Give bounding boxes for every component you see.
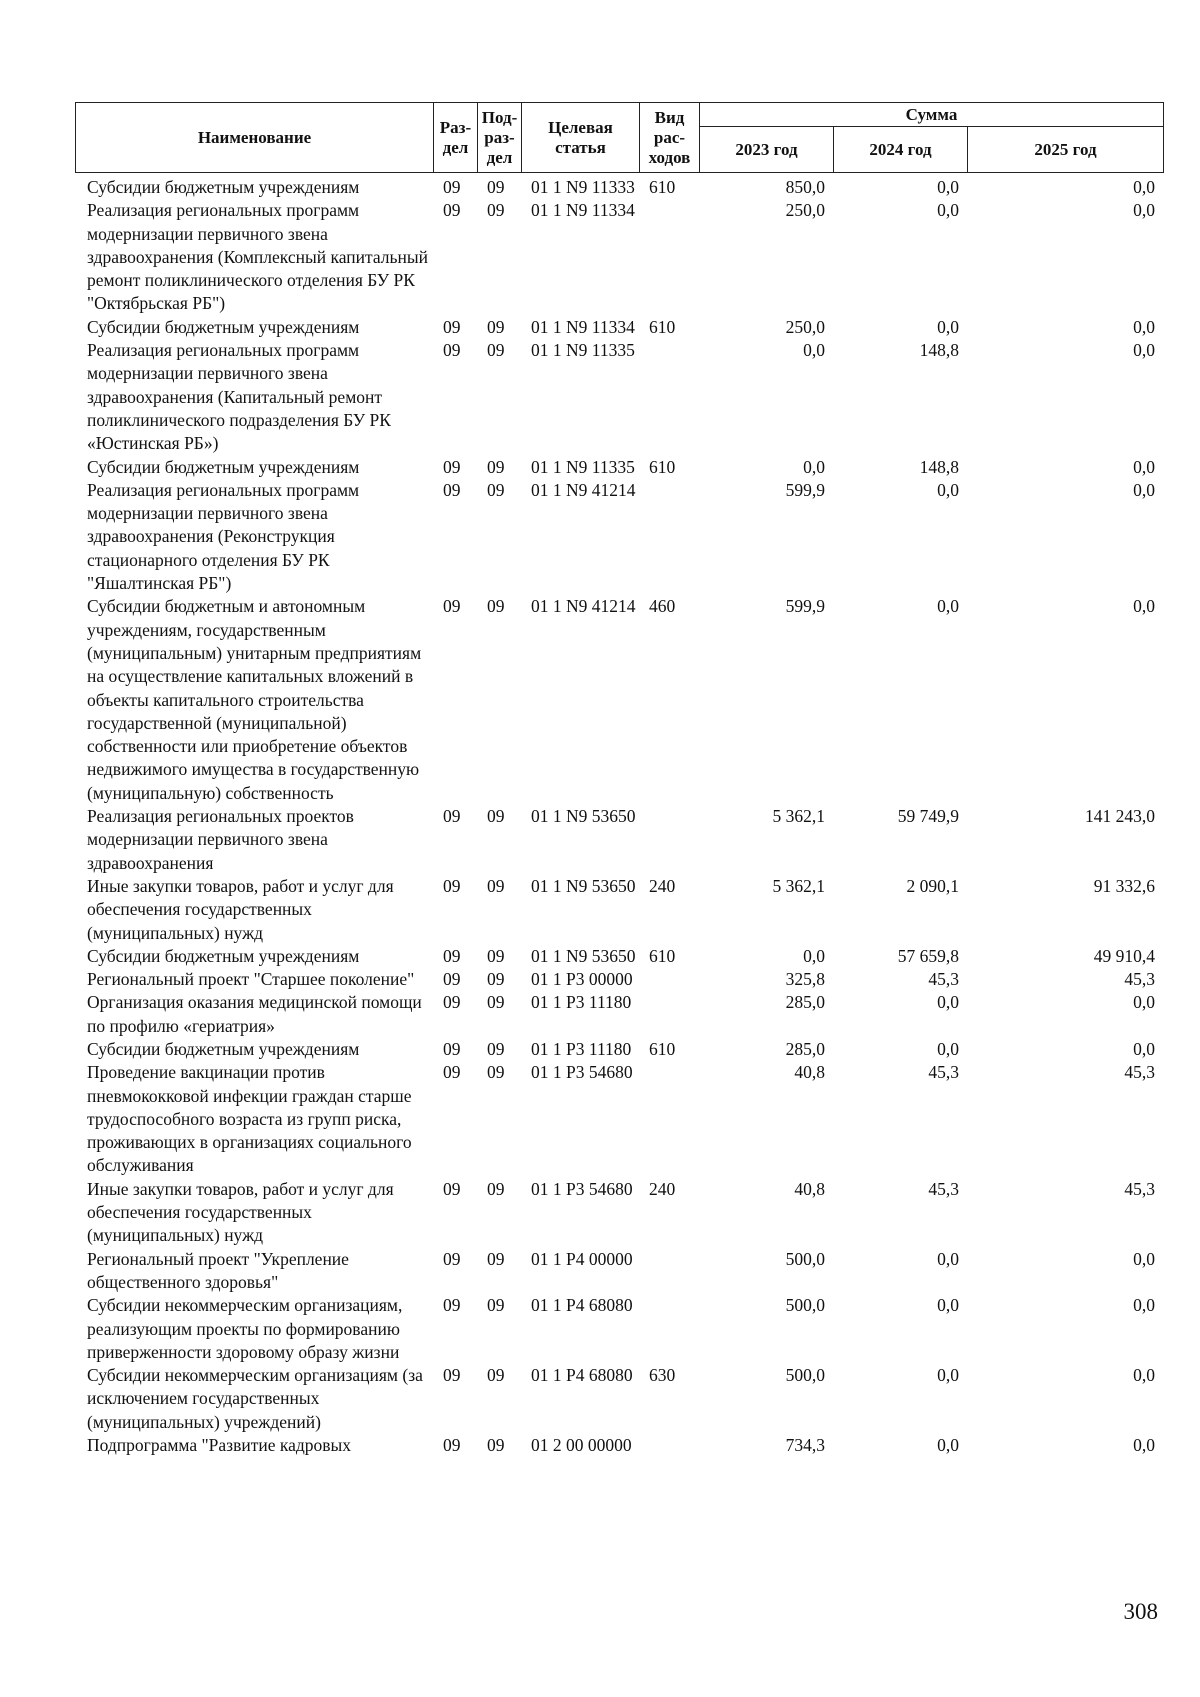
table-row [75, 1061, 1163, 1177]
row-name: Субсидии бюджетным учреждениям [87, 1038, 360, 1059]
row-target: 01 1 P4 68080 [531, 1365, 633, 1386]
row-razdel: 09 [443, 1295, 461, 1316]
row-vid: 610 [649, 177, 676, 197]
row-name: Иные закупки товаров, работ и услуг для обеспечения государственных (муниципальных) нужд [87, 1178, 394, 1246]
row-target: 01 1 N9 53650 [531, 945, 636, 966]
row-2025: 0,0 [1133, 992, 1155, 1013]
row-2023: 0,0 [803, 340, 825, 361]
row-target: 01 1 N9 41214 [531, 479, 636, 500]
table-row [75, 595, 1163, 805]
row-vid [639, 479, 699, 595]
row-vid [639, 805, 699, 875]
row-target: 01 1 N9 11335 [531, 456, 635, 477]
table-row [75, 1364, 1163, 1434]
table-row [75, 339, 1163, 455]
row-podrazdel: 09 [487, 1248, 505, 1269]
row-2024: 0,0 [937, 992, 959, 1013]
header-name: Наименование [76, 103, 434, 173]
row-target: 01 1 P3 54680 [531, 1062, 633, 1083]
header-sum: Сумма [700, 103, 1164, 127]
row-2023: 0,0 [803, 456, 825, 477]
row-2024: 59 749,9 [897, 806, 959, 827]
row-vid: 610 [649, 456, 676, 477]
row-2024: 148,8 [919, 456, 959, 477]
row-target: 01 1 N9 11334 [531, 316, 635, 337]
header-vid: Вид рас-ходов [640, 103, 700, 173]
row-target: 01 1 N9 11334 [531, 200, 635, 221]
table-row [75, 875, 1163, 945]
row-name: Реализация региональных проектов модернизации первичного звена здравоохранения [87, 806, 354, 873]
row-2025: 0,0 [1133, 1038, 1155, 1059]
row-name: Субсидии бюджетным учреждениям [87, 316, 360, 337]
row-target: 01 1 N9 53650 [531, 806, 636, 827]
row-razdel: 09 [443, 596, 461, 617]
row-name: Субсидии некоммерческим организациям, реализующим проекты по формированию приверженности здоровому образу жизни [87, 1295, 403, 1362]
row-2025: 0,0 [1133, 456, 1155, 477]
row-2023: 285,0 [785, 1038, 825, 1059]
row-2023: 500,0 [785, 1248, 825, 1269]
row-razdel: 09 [443, 200, 461, 221]
table-row [75, 176, 1163, 199]
row-podrazdel: 09 [487, 1435, 505, 1456]
row-razdel: 09 [443, 945, 461, 966]
row-target: 01 1 P3 11180 [531, 992, 632, 1013]
table-row [75, 479, 1163, 595]
row-2025: 141 243,0 [1085, 806, 1155, 827]
header-razdel: Раз-дел [434, 103, 478, 173]
header-2024: 2024 год [834, 127, 968, 173]
row-razdel: 09 [443, 969, 461, 990]
row-vid: 630 [649, 1365, 676, 1386]
row-vid [639, 1294, 699, 1364]
table-row [75, 805, 1163, 875]
row-2024: 0,0 [937, 479, 959, 500]
row-podrazdel: 09 [487, 875, 505, 896]
row-razdel: 09 [443, 316, 461, 337]
row-2024: 0,0 [937, 1295, 959, 1316]
row-2023: 285,0 [785, 992, 825, 1013]
row-vid: 610 [649, 945, 676, 966]
row-name: Региональный проект "Укрепление общественного здоровья" [87, 1248, 349, 1292]
row-2024: 45,3 [928, 1178, 959, 1199]
row-2025: 45,3 [1124, 1178, 1155, 1199]
row-target: 01 1 P3 54680 [531, 1178, 633, 1199]
row-2025: 0,0 [1133, 1295, 1155, 1316]
row-razdel: 09 [443, 479, 461, 500]
row-vid [639, 339, 699, 455]
row-2024: 0,0 [937, 316, 959, 337]
row-target: 01 1 P4 00000 [531, 1248, 633, 1269]
row-name: Субсидии некоммерческим организациям (за исключением государственных (муниципальных) учреждений) [87, 1365, 423, 1432]
table-header [75, 102, 1164, 173]
row-2023: 250,0 [785, 316, 825, 337]
header-target: Целевая статья [522, 103, 640, 173]
row-2024: 0,0 [937, 1365, 959, 1386]
row-razdel: 09 [443, 1062, 461, 1083]
row-name: Субсидии бюджетным учреждениям [87, 456, 360, 477]
row-name: Иные закупки товаров, работ и услуг для обеспечения государственных (муниципальных) нужд [87, 875, 394, 943]
row-podrazdel: 09 [487, 1038, 505, 1059]
row-podrazdel: 09 [487, 1295, 505, 1316]
row-2025: 0,0 [1133, 316, 1155, 337]
row-vid: 610 [649, 1038, 676, 1059]
row-podrazdel: 09 [487, 316, 505, 337]
row-name: Реализация региональных программ модернизации первичного звена здравоохранения (Комплексный капитальный ремонт поликлинического отделения БУ РК "Октябрьская РБ") [87, 200, 428, 314]
row-target: 01 2 00 00000 [531, 1435, 632, 1456]
row-razdel: 09 [443, 1365, 461, 1386]
row-name: Реализация региональных программ модернизации первичного звена здравоохранения (Реконструкция стационарного отделения БУ РК "Яшалтинская РБ") [87, 479, 360, 594]
row-2023: 850,0 [785, 177, 825, 197]
row-name: Организация оказания медицинской помощи по профилю «гериатрия» [87, 992, 422, 1036]
table-row [75, 199, 1163, 315]
row-podrazdel: 09 [487, 945, 505, 966]
row-razdel: 09 [443, 340, 461, 361]
table-body [75, 176, 1163, 1457]
row-2023: 500,0 [785, 1295, 825, 1316]
row-2023: 40,8 [794, 1178, 825, 1199]
row-podrazdel: 09 [487, 1365, 505, 1386]
row-2023: 500,0 [785, 1365, 825, 1386]
row-vid [639, 199, 699, 315]
row-target: 01 1 N9 11333 [531, 177, 635, 197]
row-2023: 250,0 [785, 200, 825, 221]
table-row [75, 945, 1163, 968]
row-razdel: 09 [443, 1248, 461, 1269]
row-name: Проведение вакцинации против пневмококковой инфекции граждан старше трудоспособного возраста из групп риска, проживающих в организациях социального обслуживания [87, 1062, 412, 1176]
row-podrazdel: 09 [487, 969, 505, 990]
row-2024: 0,0 [937, 596, 959, 617]
row-2024: 0,0 [937, 177, 959, 197]
row-2023: 5 362,1 [772, 806, 825, 827]
row-name: Субсидии бюджетным и автономным учреждениям, государственным (муниципальным) унитарным предприятиям на осуществление капитальных вложений в объекты капитального строительства государственной (муниципальной) собственности или приобретение объектов недвижимого имущества в государственную (муниципальную) собственность [87, 596, 422, 803]
row-2024: 0,0 [937, 1038, 959, 1059]
row-razdel: 09 [443, 806, 461, 827]
row-target: 01 1 N9 11335 [531, 340, 635, 361]
page-number: 308 [1123, 1599, 1158, 1624]
row-podrazdel: 09 [487, 479, 505, 500]
row-2023: 40,8 [794, 1062, 825, 1083]
budget-table [75, 176, 1163, 1457]
row-podrazdel: 09 [487, 806, 505, 827]
row-2025: 0,0 [1133, 1365, 1155, 1386]
row-2025: 0,0 [1133, 1248, 1155, 1269]
row-target: 01 1 P3 11180 [531, 1038, 632, 1059]
row-2023: 0,0 [803, 945, 825, 966]
table-row [75, 1434, 1163, 1457]
row-name: Субсидии бюджетным учреждениям [87, 945, 360, 966]
row-2024: 0,0 [937, 1248, 959, 1269]
row-vid [639, 1434, 699, 1457]
row-razdel: 09 [443, 875, 461, 896]
row-2024: 57 659,8 [897, 945, 959, 966]
row-target: 01 1 P3 00000 [531, 969, 633, 990]
row-2025: 91 332,6 [1093, 875, 1155, 896]
row-podrazdel: 09 [487, 596, 505, 617]
row-razdel: 09 [443, 177, 461, 197]
row-2023: 5 362,1 [772, 875, 825, 896]
header-2025: 2025 год [968, 127, 1164, 173]
row-2025: 45,3 [1124, 969, 1155, 990]
row-vid: 240 [649, 1178, 676, 1199]
row-2024: 45,3 [928, 1062, 959, 1083]
row-razdel: 09 [443, 456, 461, 477]
table-row [75, 316, 1163, 339]
row-2023: 599,9 [785, 596, 825, 617]
row-podrazdel: 09 [487, 177, 505, 197]
row-vid [639, 968, 699, 991]
row-podrazdel: 09 [487, 200, 505, 221]
row-target: 01 1 P4 68080 [531, 1295, 633, 1316]
row-2024: 148,8 [919, 340, 959, 361]
row-2025: 49 910,4 [1093, 945, 1155, 966]
row-razdel: 09 [443, 1178, 461, 1199]
row-name: Региональный проект "Старшее поколение" [87, 969, 415, 990]
row-2024: 45,3 [928, 969, 959, 990]
row-2024: 2 090,1 [906, 875, 959, 896]
row-2025: 0,0 [1133, 596, 1155, 617]
row-2025: 45,3 [1124, 1062, 1155, 1083]
row-vid [639, 991, 699, 1038]
table-row [75, 1248, 1163, 1295]
row-2024: 0,0 [937, 200, 959, 221]
table-row [75, 1178, 1163, 1248]
row-2025: 0,0 [1133, 1435, 1155, 1456]
table-row [75, 1038, 1163, 1061]
row-2025: 0,0 [1133, 200, 1155, 221]
row-name: Подпрограмма "Развитие кадровых [87, 1435, 352, 1456]
row-podrazdel: 09 [487, 456, 505, 477]
row-2024: 0,0 [937, 1435, 959, 1456]
row-podrazdel: 09 [487, 1178, 505, 1199]
table-row [75, 456, 1163, 479]
row-2025: 0,0 [1133, 340, 1155, 361]
row-podrazdel: 09 [487, 340, 505, 361]
row-podrazdel: 09 [487, 992, 505, 1013]
row-2025: 0,0 [1133, 177, 1155, 197]
row-vid [639, 1248, 699, 1295]
row-2023: 325,8 [785, 969, 825, 990]
row-podrazdel: 09 [487, 1062, 505, 1083]
row-razdel: 09 [443, 992, 461, 1013]
table-row [75, 968, 1163, 991]
row-target: 01 1 N9 41214 [531, 596, 636, 617]
row-2023: 734,3 [785, 1435, 825, 1456]
row-vid [639, 1061, 699, 1177]
row-vid: 610 [649, 316, 676, 337]
row-2023: 599,9 [785, 479, 825, 500]
header-podrazdel: Под-раз-дел [478, 103, 522, 173]
row-target: 01 1 N9 53650 [531, 875, 636, 896]
table-row [75, 1294, 1163, 1364]
row-razdel: 09 [443, 1038, 461, 1059]
row-vid: 460 [649, 596, 676, 617]
row-2025: 0,0 [1133, 479, 1155, 500]
table-row [75, 991, 1163, 1038]
row-razdel: 09 [443, 1435, 461, 1456]
row-name: Субсидии бюджетным учреждениям [87, 177, 360, 197]
row-name: Реализация региональных программ модернизации первичного звена здравоохранения (Капитальный ремонт поликлинического подразделения БУ РК «Юстинская РБ») [87, 340, 391, 454]
header-2023: 2023 год [700, 127, 834, 173]
row-vid: 240 [649, 875, 676, 896]
